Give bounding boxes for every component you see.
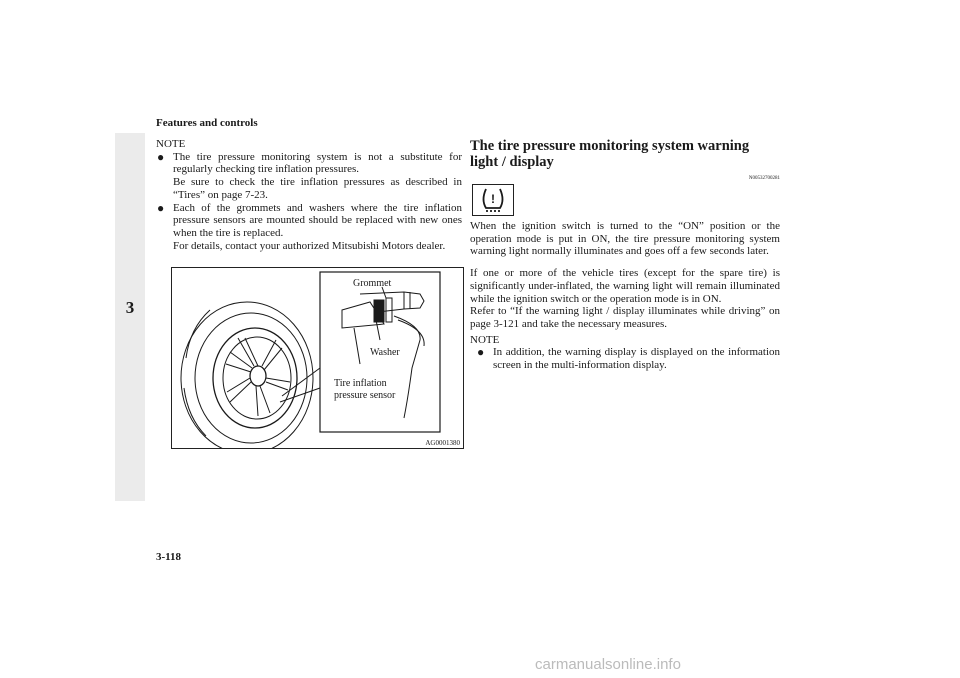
washer-label: Washer — [370, 347, 400, 358]
grommet-label: Grommet — [353, 278, 392, 289]
chapter-number: 3 — [125, 298, 135, 317]
rim-outer — [213, 328, 297, 428]
note-list — [156, 151, 462, 253]
heading-line: light / display — [470, 154, 554, 170]
sensor-label-line2: pressure sensor — [334, 390, 396, 401]
note-list — [476, 346, 780, 371]
hub — [250, 366, 266, 386]
figure-code: AG0001380 — [425, 439, 460, 447]
note-bullet — [156, 151, 462, 202]
bullet-icon: ● — [477, 345, 485, 360]
heading-line: The tire pressure monitoring system warning — [470, 138, 750, 154]
note-text: Be sure to check the tire inflation pressures as described in “Tires” on page 7-23. — [173, 176, 462, 201]
page-number: 3-118 — [156, 551, 182, 563]
section-heading — [470, 138, 780, 170]
reference-code: N00532700281 — [748, 176, 780, 181]
bullet-icon: ● — [157, 200, 165, 215]
note-bullet — [156, 202, 462, 253]
sensor-label-line1: Tire inflation — [334, 378, 387, 389]
tire-inner — [195, 313, 307, 443]
right-column — [470, 138, 780, 372]
bullet-icon: ● — [157, 149, 165, 164]
tire-sensor-illustration — [172, 268, 463, 448]
body-paragraph: When the ignition switch is turned to the “ON” position or the operation mode is put in ON, the tire pressure monitoring system warning light normally illuminates and goes off a few seconds later. — [470, 220, 780, 258]
warning-symbol: ! — [491, 192, 495, 206]
body-paragraph: If one or more of the vehicle tires (except for the spare tire) is significantly under-inflated, the warning light will remain illuminated while the ignition switch or the operation mode is in ON. — [470, 267, 780, 305]
body-paragraph: Refer to “If the warning light / display illuminates while driving” on page 3-121 and take the necessary measures. — [470, 305, 780, 330]
warning-icon-box — [472, 184, 514, 216]
note-label: NOTE — [470, 333, 500, 346]
tire-pressure-warning-icon — [473, 185, 513, 215]
tire-sensor-figure — [171, 267, 464, 449]
note-bullet — [476, 346, 780, 371]
footer-watermark: carmanualsonline.info — [535, 656, 681, 673]
note-label: NOTE — [156, 138, 186, 150]
chapter-tab — [115, 133, 145, 501]
note-text: For details, contact your authorized Mitsubishi Motors dealer. — [173, 239, 446, 252]
note-text: In addition, the warning display is displayed on the information screen in the multi-information display. — [493, 346, 780, 372]
section-header: Features and controls — [156, 117, 258, 129]
note-text: Each of the grommets and washers where the tire inflation pressure sensors are mounted should be replaced with new ones when the tire is replaced. — [173, 201, 462, 239]
note-text: The tire pressure monitoring system is not a substitute for regularly checking tire inflation pressures. — [173, 150, 462, 176]
tire-outline — [181, 302, 313, 448]
left-column — [156, 138, 462, 252]
